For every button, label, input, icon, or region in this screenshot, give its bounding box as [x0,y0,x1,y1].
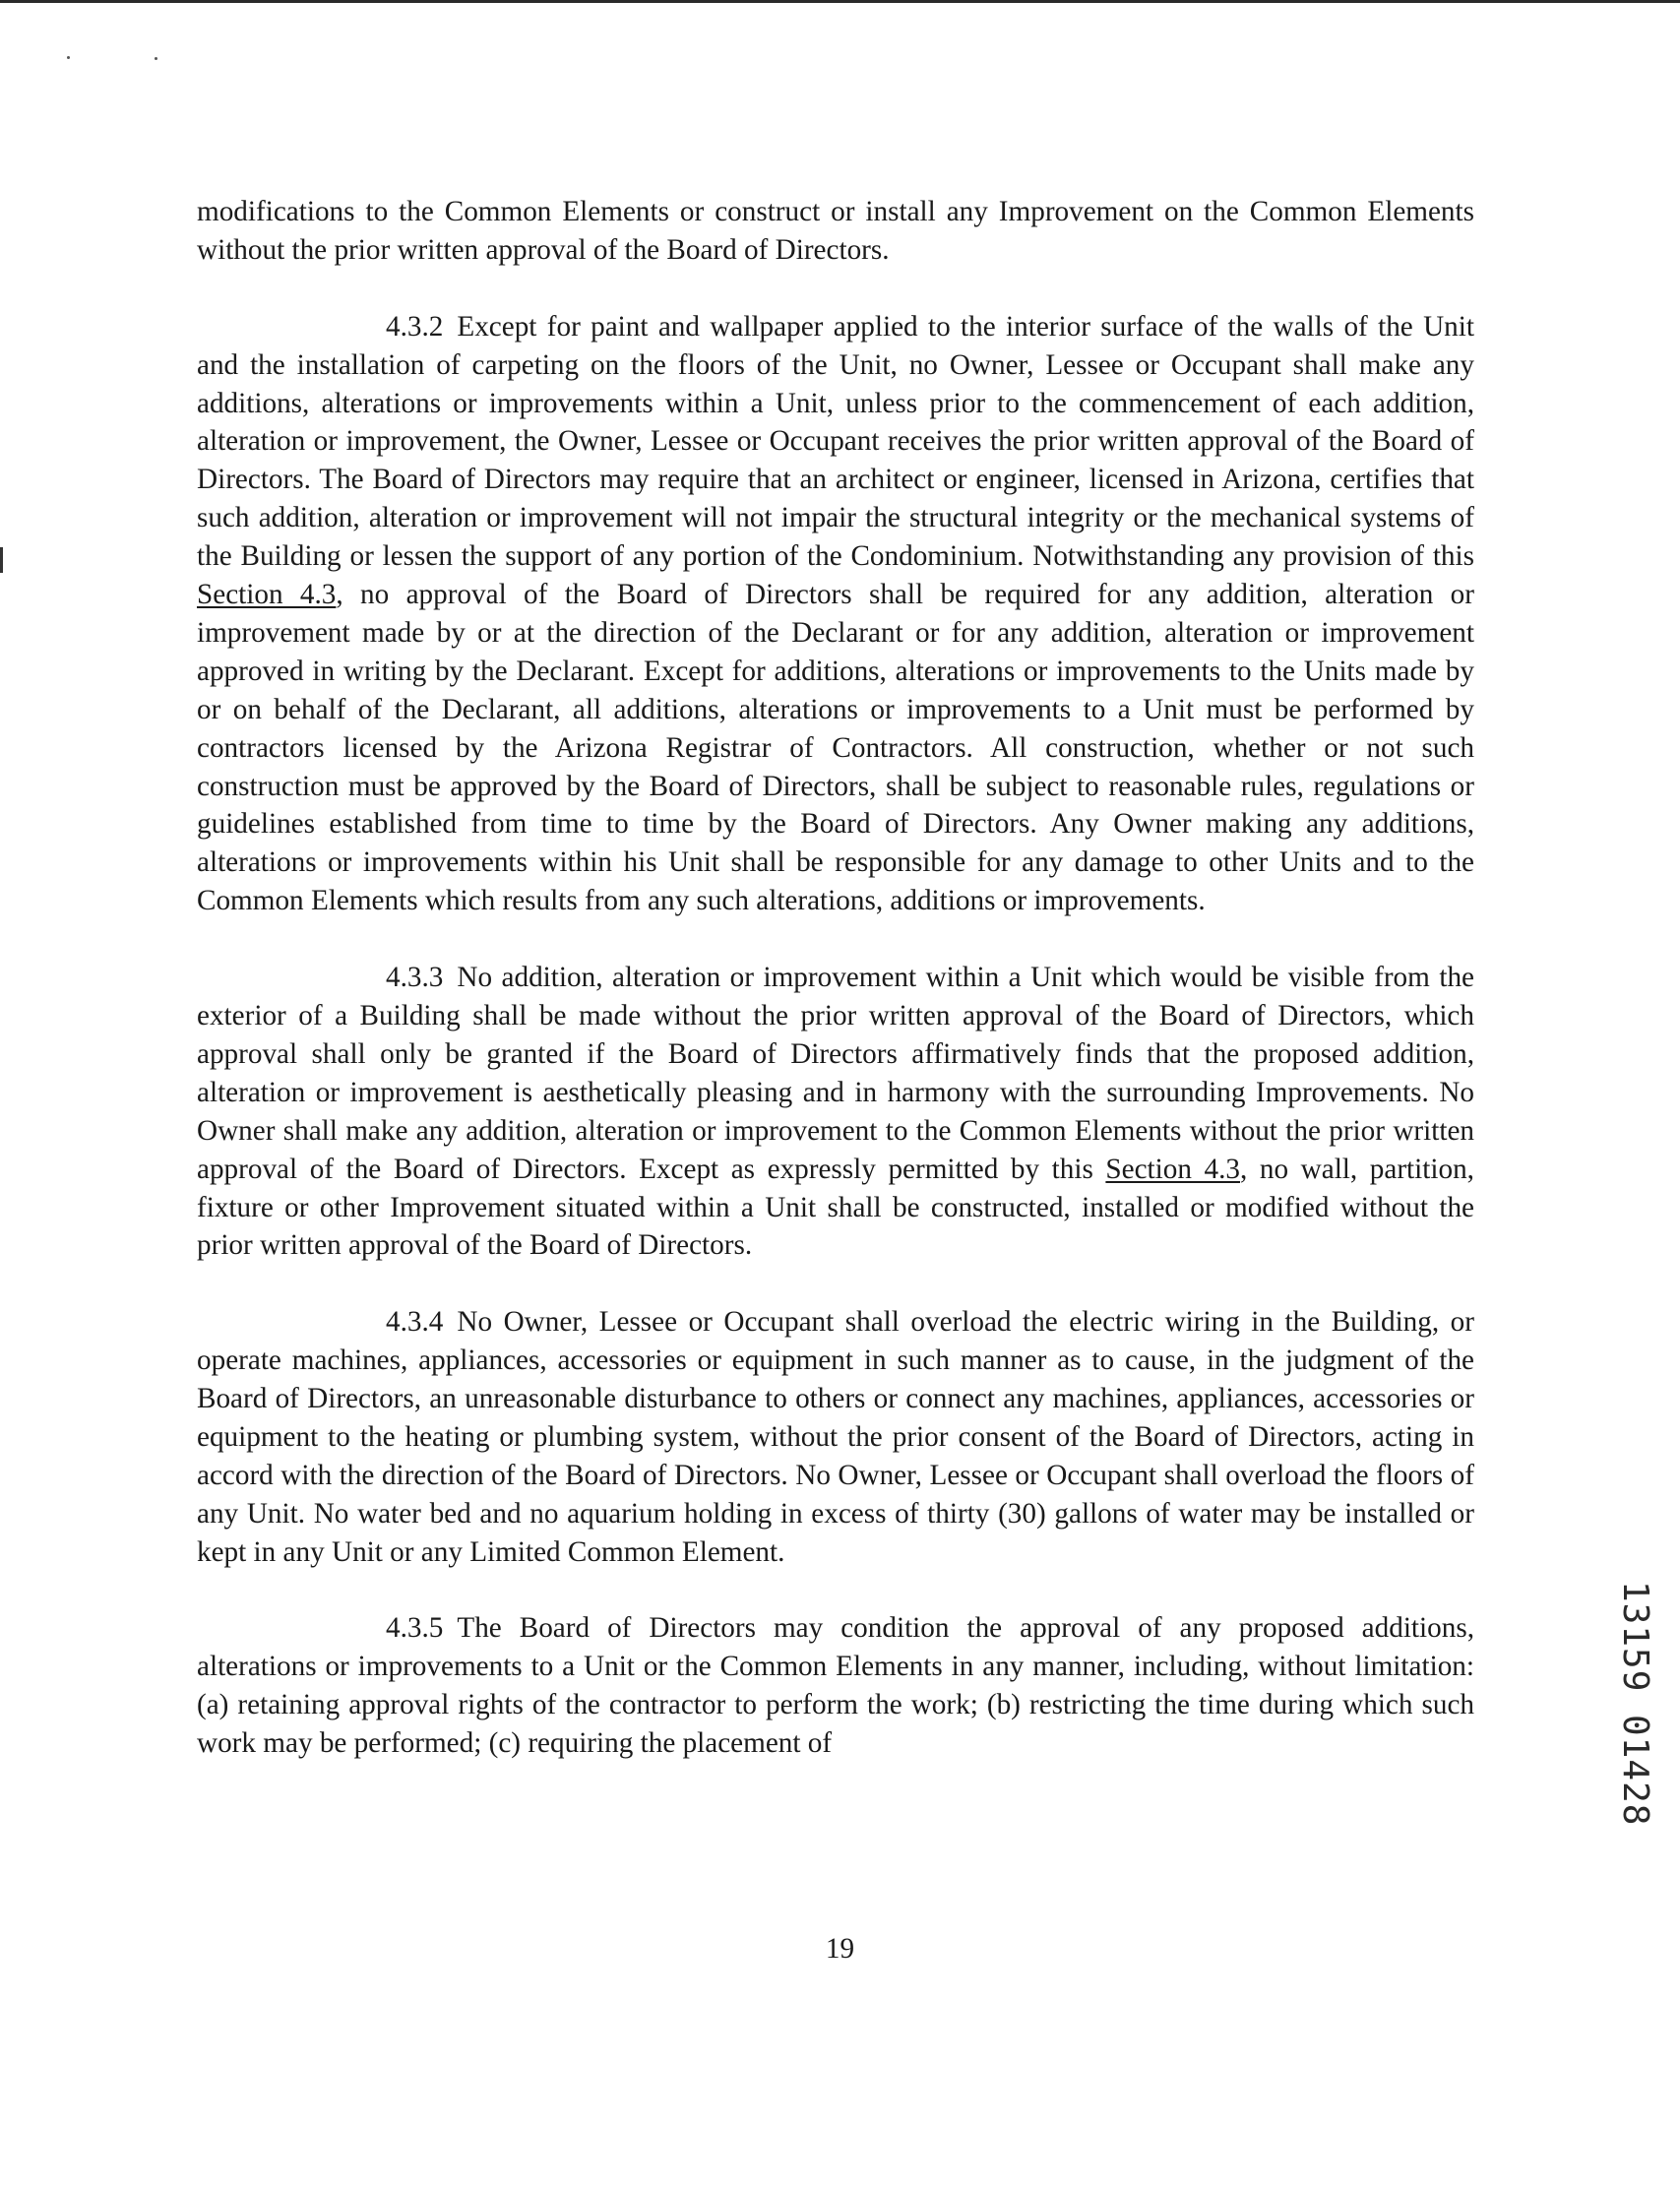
paragraph-4-3-5 [197,1609,1474,1763]
paragraph-text: No addition, alteration or improvement within a Unit which would be visible from the exterior of a Building shall be made without the prior written approval of the Board of Directors, which approval shall only be granted if the Board of Directors affirmatively finds that the proposed addition, alteration or improvement is aesthetically pleasing and in harmony with the surrounding Improvements. No Owner shall make any addition, alteration or improvement to the Common Elements without the prior written approval of the Board of Directors. Except as expressly permitted by this [197,962,1474,1185]
paragraph-4-3-3 [197,959,1474,1265]
paragraph-text: The Board of Directors may condition the approval of any proposed additions, alterations or improvements to a Unit or the Common Elements in any manner, including, without limitation: (a) retaining approval rights of the contractor to perform the work; (b) restricting the time during which such work may be performed; (c) requiring the placement of [197,1612,1474,1760]
section-reference: Section 4.3 [197,579,337,611]
section-reference: Section 4.3 [1105,1153,1241,1185]
document-body [197,193,1474,1801]
paragraph-text: No Owner, Lessee or Occupant shall overload the electric wiring in the Building, or operate machines, appliances, accessories or equipment in such manner as to cause, in the judgment of the Board of Directors, an unreasonable disturbance to others or connect any machines, appliances, accessories or equipment to the heating or plumbing system, without the prior consent of the Board of Directors, acting in accord with the direction of the Board of Directors. No Owner, Lessee or Occupant shall overload the floors of any Unit. No water bed and no aquarium holding in excess of thirty (30) gallons of water may be installed or kept in any Unit or any Limited Common Element. [197,1306,1474,1568]
paragraph-text: modifications to the Common Elements or construct or install any Improvement on the Common Elements without the prior written approval of the Board of Directors. [197,196,1474,266]
recording-stamp-text: 13159 01428 [1615,1581,1655,1827]
section-number: 4.3.4 [386,1306,444,1339]
scan-speck [155,57,157,60]
page-number: 19 [825,1933,855,1965]
paragraph-4-3-2 [197,308,1474,921]
scan-edge-mark [0,547,3,573]
paragraph-text-continued: , no wall, partition, fixture or other Improvement situated within a Unit shall be constructed, installed or modified without the prior written approval of the Board of Directors. [197,1153,1474,1262]
recording-stamp [1612,1581,1659,1846]
paragraph-continuation [197,193,1474,270]
scan-speck [67,56,70,59]
paragraph-text: Except for paint and wallpaper applied to the interior surface of the walls of the Unit and the installation of carpeting on the floors of the Unit, no Owner, Lessee or Occupant shall make any additions, alterations or improvements within a Unit, unless prior to the commencement of each addition, alteration or improvement, the Owner, Lessee or Occupant receives the prior written approval of the Board of Directors. The Board of Directors may require that an architect or engineer, licensed in Arizona, certifies that such addition, alteration or improvement will not impair the structural integrity or the mechanical systems of the Building or lessen the support of any portion of the Condominium. Notwithstanding any provision of this [197,310,1474,573]
section-number: 4.3.3 [386,962,444,994]
section-number: 4.3.2 [386,310,444,343]
paragraph-4-3-4 [197,1303,1474,1571]
paragraph-text-continued: , no approval of the Board of Directors shall be required for any addition, alteration or improvement made by or at the direction of the Declarant or for any addition, alteration or improvement approved in writing by the Declarant. Except for additions, alterations or improvements to the Units made by or on behalf of the Declarant, all additions, alterations or improvements to a Unit must be performed by contractors licensed by the Arizona Registrar of Contractors. All construction, whether or not such construction must be approved by the Board of Directors, shall be subject to reasonable rules, regulations or guidelines established from time to time by the Board of Directors. Any Owner making any additions, alterations or improvements within his Unit shall be responsible for any damage to other Units and to the Common Elements which results from any such alterations, additions or improvements. [197,579,1474,917]
scan-top-border [0,0,1680,3]
section-number: 4.3.5 [386,1612,444,1645]
